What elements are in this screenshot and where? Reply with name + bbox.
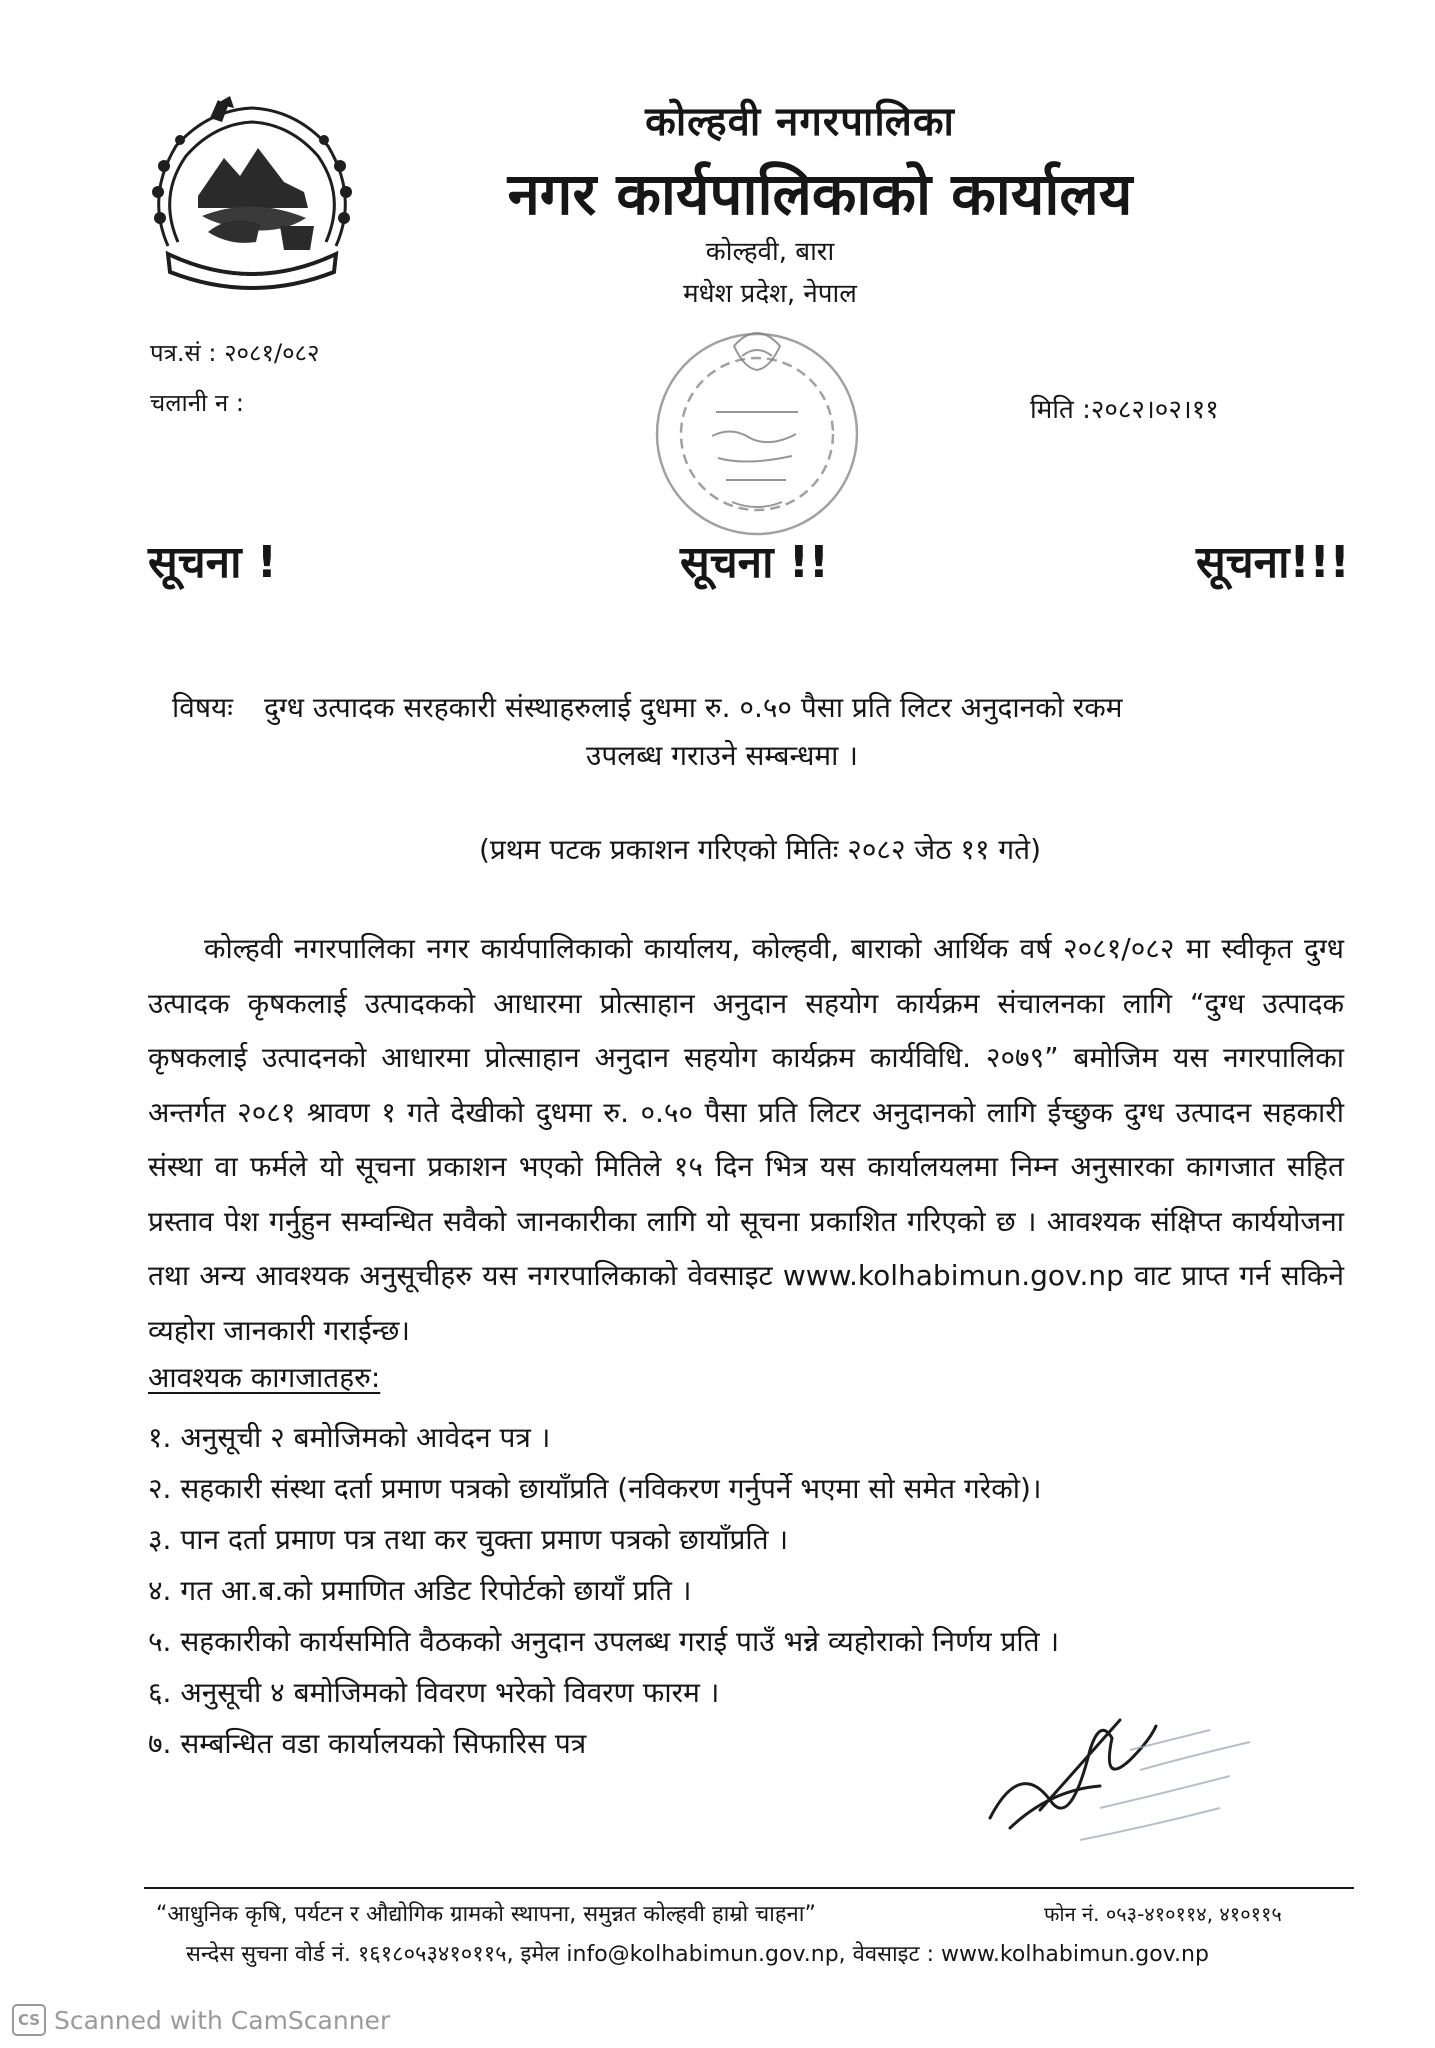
dispatch-number: चलानी न : <box>150 389 244 417</box>
footer-divider <box>144 1887 1354 1889</box>
office-title: नगर कार्यपालिकाको कार्यालय <box>507 160 1133 228</box>
first-publication-date: (प्रथम पटक प्रकाशन गरिएको मितिः २०८२ जेठ ११ गते) <box>478 833 1042 866</box>
footer-slogan: “आधुनिक कृषि, पर्यटन र औद्योगिक ग्रामको स्थापना, समुन्नत कोल्हवी हाम्रो चाहना” <box>156 1902 816 1927</box>
office-round-stamp <box>646 316 868 544</box>
notice-heading-center: सूचना !! <box>680 537 829 588</box>
letter-date: मिति :२०८२।०२।११ <box>1030 395 1219 425</box>
officer-signature <box>980 1690 1280 1870</box>
document-item: ३. पान दर्ता प्रमाण पत्र तथा कर चुक्ता प्रमाण पत्रको छायाँप्रति । <box>148 1523 789 1556</box>
nepal-emblem-icon <box>138 96 366 292</box>
municipality-name: कोल्हवी नगरपालिका <box>645 99 955 145</box>
subject-line-1: दुग्ध उत्पादक सरहकारी संस्थाहरुलाई दुधमा रु. ०.५० पैसा प्रति लिटर अनुदानको रकम <box>264 691 1123 724</box>
document-item: १. अनुसूची २ बमोजिमको आवेदन पत्र । <box>148 1421 551 1454</box>
camscanner-watermark <box>12 2004 390 2036</box>
notice-heading-left: सूचना ! <box>148 537 277 588</box>
subject-block <box>172 684 1332 780</box>
document-item: ६. अनुसूची ४ बमोजिमको विवरण भरेको विवरण फारम । <box>148 1676 720 1709</box>
reference-number: पत्र.सं : २०८१/०८२ <box>150 339 320 367</box>
document-item: २. सहकारी संस्था दर्ता प्रमाण पत्रको छायाँप्रति (नविकरण गर्नुपर्ने भएमा सो समेत गरेको)। <box>148 1472 1042 1505</box>
subject-label: विषयः <box>172 691 233 724</box>
camscanner-logo-icon: CS <box>12 2004 46 2036</box>
footer-phone: फोन नं. ०५३-४१०११४, ४१०११५ <box>1044 1902 1282 1926</box>
address-line-1: कोल्हवी, बारा <box>705 237 835 267</box>
notice-heading-right: सूचना!!! <box>1196 537 1350 588</box>
required-documents-heading: आवश्यक कागजातहरु: <box>148 1361 381 1394</box>
address-line-2: मधेश प्रदेश, नेपाल <box>683 279 857 309</box>
footer-contact: सन्देस सुचना वोर्ड नं. १६१८०५३४१०११५, इमेल info@kolhabimun.gov.np, वेवसाइट : www.kolhabimun.gov.np <box>186 1942 1209 1967</box>
document-item: ५. सहकारीको कार्यसमिति वैठकको अनुदान उपलब्ध गराई पाउँ भन्ने व्यहोराको निर्णय प्रति । <box>148 1625 1060 1658</box>
camscanner-text: Scanned with CamScanner <box>54 2005 391 2035</box>
document-item: ७. सम्बन्धित वडा कार्यालयको सिफारिस पत्र <box>148 1727 587 1760</box>
document-item: ४. गत आ.ब.को प्रमाणित अडिट रिपोर्टको छायाँ प्रति । <box>148 1574 692 1607</box>
subject-line-2: उपलब्ध गराउने सम्बन्धमा । <box>586 739 858 772</box>
notice-body-paragraph: कोल्हवी नगरपालिका नगर कार्यपालिकाको कार्यालय, कोल्हवी, बाराको आर्थिक वर्ष २०८१/०८२ मा स्वीकृत दुग्ध उत्पादक कृषकलाई उत्पादकको आधारमा प्रोत्साहान अनुदान सहयोग कार्यक्रम संचालनका लागि “दुग्ध उत्पादक कृषकलाई उत्पादनको आधारमा प्रोत्साहान अनुदान सहयोग कार्यक्रम कार्यविधि. २०७९” बमोजिम यस नगरपालिका अन्तर्गत २०८१ श्रावण १ गते देखीको दुधमा रु. ०.५० पैसा प्रति लिटर अनुदानको लागि ईच्छुक दुग्ध उत्पादन सहकारी संस्था वा फर्मले यो सूचना प्रकाशन भएको मितिले १५ दिन भित्र यस कार्यालयलमा निम्न अनुसारका कागजात सहित प्रस्ताव पेश गर्नुहुन सम्वन्धित सवैको जानकारीका लागि यो सूचना प्रकाशित गरिएको छ । आवश्यक संक्षिप्त कार्ययोजना तथा अन्य आवश्यक अनुसूचीहरु यस नगरपालिकाको वेवसाइट www.kolhabimun.gov.np वाट प्राप्त गर्न सकिने व्यहोरा जानकारी गराईन्छ। <box>148 932 1344 1347</box>
